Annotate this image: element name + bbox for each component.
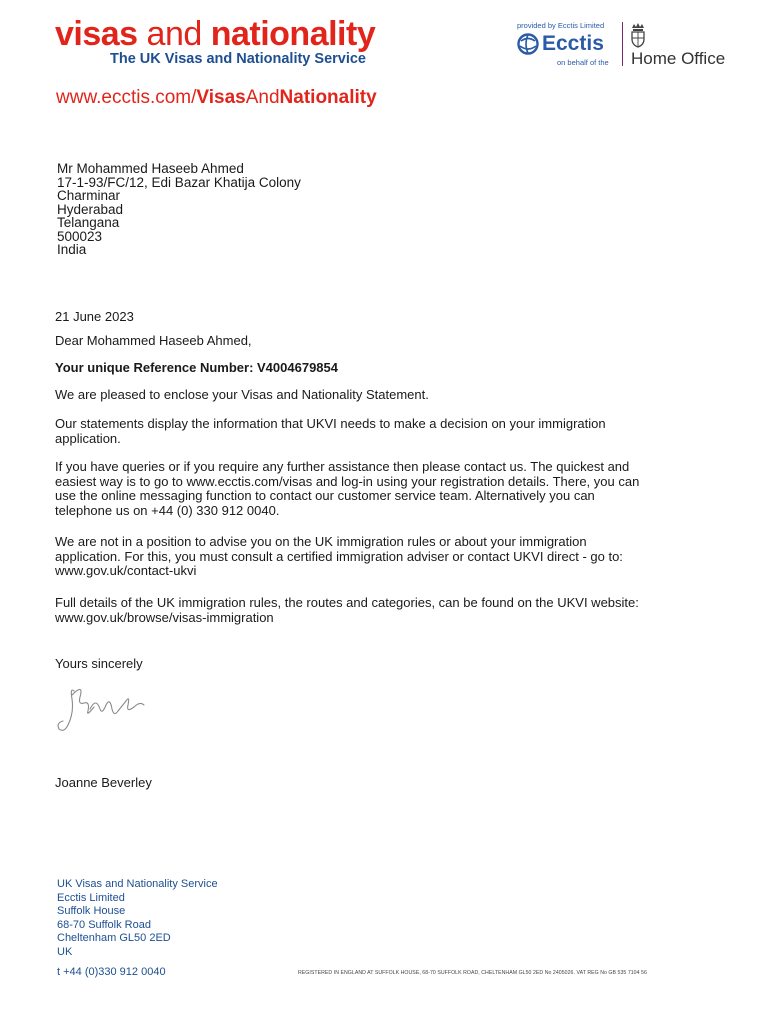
brand-logo-text [55,14,375,54]
address-line: Telangana [57,215,120,230]
paragraph-line: www.gov.uk/browse/visas-immigration [55,609,274,625]
footer-address-line: Ecctis Limited [57,891,125,904]
paragraph-line: use the online messaging function to contact our customer service team. Alternatively you can [55,488,595,504]
paragraph-line: www.gov.uk/contact-ukvi [55,563,197,579]
footer-address-line: Cheltenham GL50 2ED [57,932,171,945]
ecctis-wordmark: Ecctis [542,32,604,55]
address-line: Charminar [57,188,121,203]
paragraph-advice [55,535,715,579]
recipient-address [57,162,301,257]
paragraph-line: telephone us on +44 (0) 330 912 0040. [55,503,280,519]
address-line: Hyderabad [57,201,124,217]
brand-word-visas: visas [55,15,138,53]
paragraph-contact [55,460,715,519]
address-line: 17-1-93/FC/12, Edi Bazar Khatija Colony [57,174,301,190]
on-behalf-text: on behalf of the [557,58,609,67]
home-office-wordmark: Home Office [631,49,726,68]
paragraph-enclosure [55,388,715,403]
provided-by-text: provided by Ecctis Limited [517,21,605,30]
brand-word-and: and [137,15,211,53]
footer-address [57,878,218,960]
paragraph-rules [55,596,715,625]
brand-url-visas: Visas [196,87,246,108]
paragraph-line: We are not in a position to advise you on the UK immigration rules or about your immigration [55,534,587,549]
signatory-name: Joanne Beverley [55,775,152,790]
paragraph-line: Full details of the UK immigration rules, the routes and categories, can be found on the UKVI website: [55,595,639,610]
paragraph-line: If you have queries or if you require any further assistance then please contact us. The quickest and [55,459,630,474]
closing: Yours sincerely [55,656,143,671]
paragraph-line: easiest way is to go to www.ecctis.com/visas and log-in using your registration details. There, you can [55,473,640,489]
paragraph-line: application. [55,430,121,446]
reference-number: Your unique Reference Number: V4004679854 [55,360,338,375]
paragraph-statements [55,417,715,446]
royal-crest-icon [628,22,648,48]
paragraph-line: application. For this, you must consult a certified immigration adviser or contact UKVI direct - go to: [55,548,623,564]
brand-url-and: And [245,87,280,108]
address-line: 500023 [57,228,103,244]
footer-address-line: Suffolk House [57,905,126,918]
footer-address-line: UK [57,945,73,958]
brand-url-domain: www.ecctis.com/ [56,87,197,108]
brand-url-nationality: Nationality [279,87,377,108]
address-line: India [57,242,87,257]
logo-divider [622,22,623,66]
handwritten-signature [54,683,150,741]
paragraph-line: Our statements display the information that UKVI needs to make a decision on your immigration [55,416,606,431]
address-line: Mr Mohammed Haseeb Ahmed [57,161,244,176]
footer-address-line: 68-70 Suffolk Road [57,918,151,931]
salutation: Dear Mohammed Haseeb Ahmed, [55,333,252,348]
brand-word-nationality: nationality [210,15,376,53]
letter-date: 21 June 2023 [55,309,134,324]
paragraph-line: We are pleased to enclose your Visas and Nationality Statement. [55,387,429,402]
footer-telephone: t +44 (0)330 912 0040 [57,966,166,978]
footer-registration: REGISTERED IN ENGLAND AT SUFFOLK HOUSE, 68-70 SUFFOLK ROAD, CHELTENHAM GL50 2ED No 2405026. VAT REG No GB 535 7104 56 [298,970,647,976]
brand-subtitle: The UK Visas and Nationality Service [110,51,366,67]
footer-address-line: UK Visas and Nationality Service [57,878,218,890]
brand-url[interactable] [56,87,377,109]
